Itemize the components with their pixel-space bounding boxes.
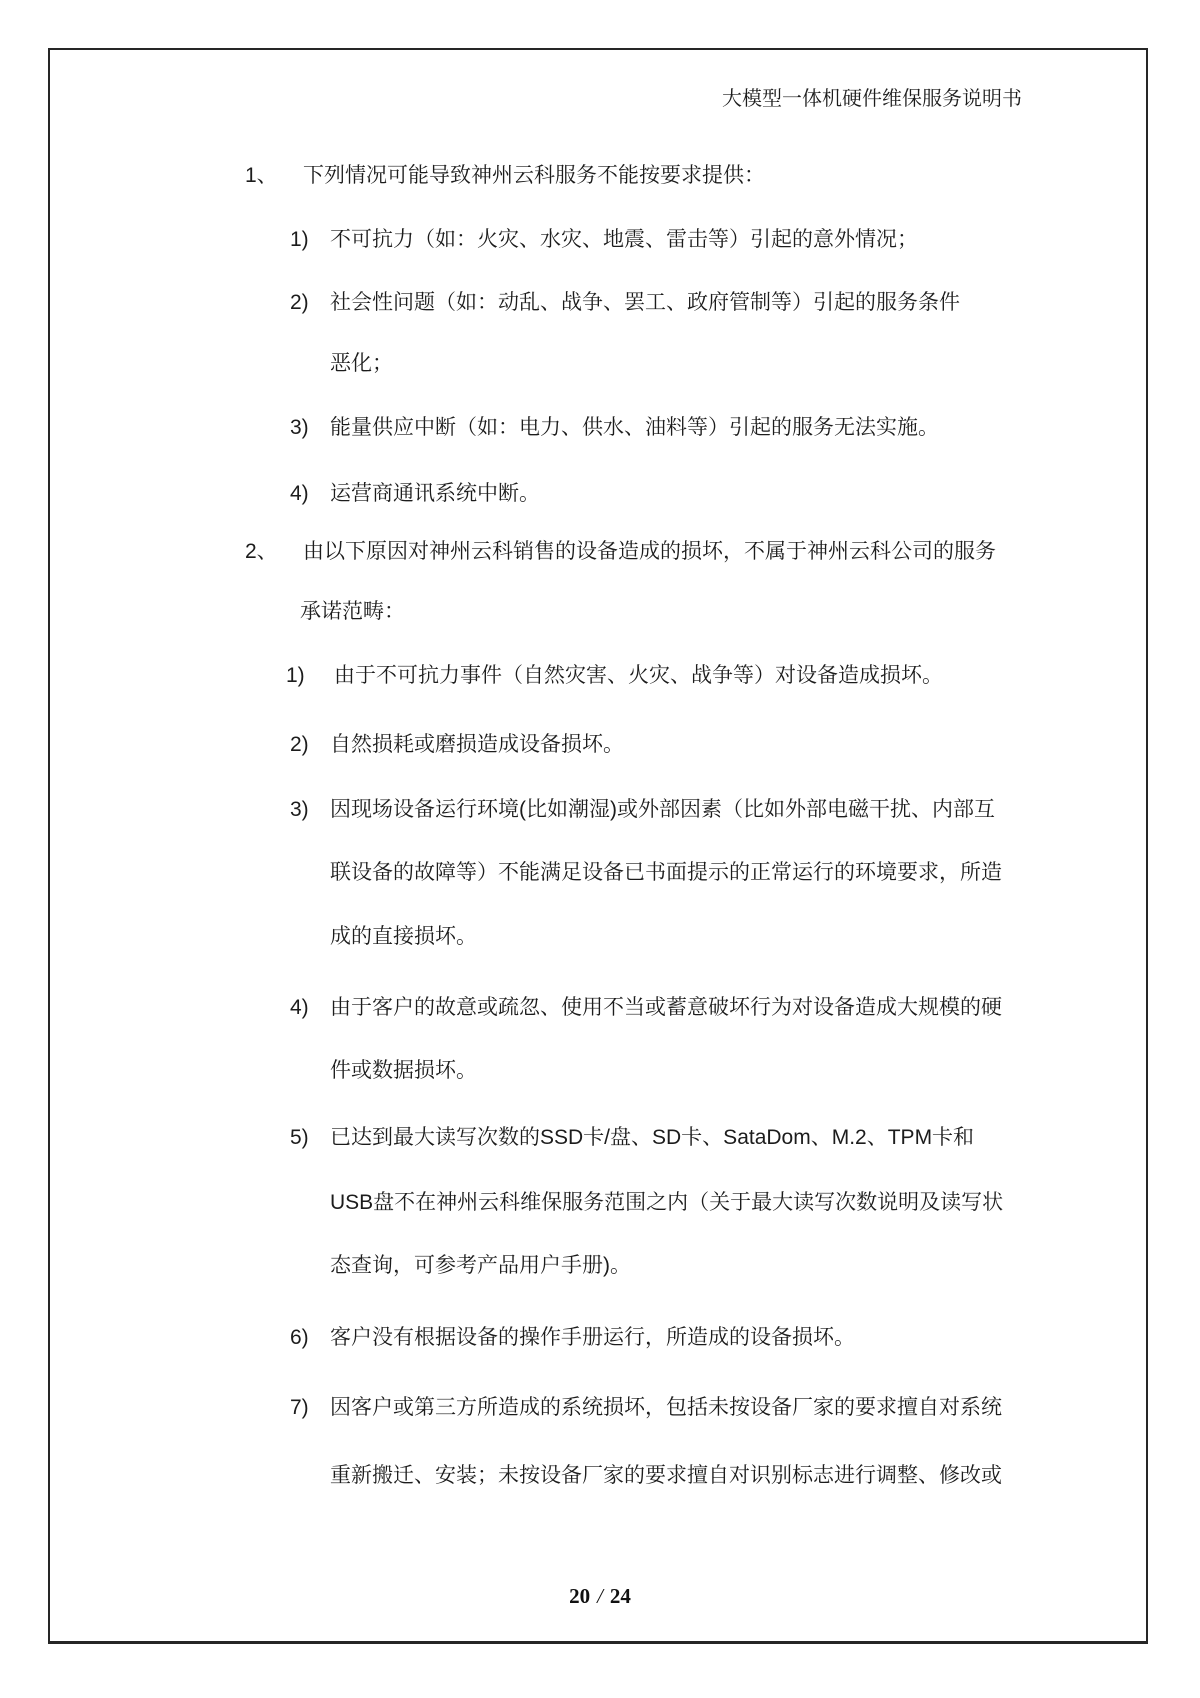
line-text: 自然损耗或磨损造成设备损坏。 [330, 733, 624, 756]
line-text: 成的直接损坏。 [330, 925, 477, 948]
document-line [0, 1376, 1200, 1440]
line-text: USB盘不在神州云科维保服务范围之内（关于最大读写次数说明及读写状 [330, 1191, 1004, 1214]
document-line [0, 332, 1200, 396]
line-text: 下列情况可能导致神州云科服务不能按要求提供： [303, 164, 765, 187]
page-number-current: 20 [569, 1584, 591, 1608]
line-text: 不可抗力（如：火灾、水灾、地震、雷击等）引起的意外情况； [330, 228, 918, 251]
document-line [0, 271, 1200, 335]
list-number: 3) [290, 416, 309, 439]
line-text: 件或数据损坏。 [330, 1059, 477, 1082]
document-line [0, 713, 1200, 777]
line-text: 因现场设备运行环境(比如潮湿)或外部因素（比如外部电磁干扰、内部互 [330, 798, 995, 821]
list-number: 2) [290, 291, 309, 314]
list-number: 1) [286, 664, 305, 687]
document-line [0, 1039, 1200, 1103]
document-line [0, 1444, 1200, 1508]
document-line [0, 1234, 1200, 1298]
line-text: 由于客户的故意或疏忽、使用不当或蓄意破坏行为对设备造成大规模的硬 [330, 996, 1002, 1019]
line-text: 联设备的故障等）不能满足设备已书面提示的正常运行的环境要求，所造 [330, 861, 1002, 884]
list-number: 4) [290, 996, 309, 1019]
list-number: 1、 [245, 164, 278, 187]
list-number: 4) [290, 482, 309, 505]
line-text: 运营商通讯系统中断。 [330, 482, 540, 505]
list-number: 2) [290, 733, 309, 756]
list-number: 7) [290, 1396, 309, 1419]
line-text: 客户没有根据设备的操作手册运行，所造成的设备损坏。 [330, 1326, 855, 1349]
list-number: 5) [290, 1126, 309, 1149]
page-number-separator: / [597, 1584, 603, 1608]
document-line [0, 144, 1200, 208]
line-text: 恶化； [330, 352, 393, 375]
line-text: 承诺范畴： [300, 600, 405, 623]
page-number-total: 24 [609, 1584, 631, 1608]
document-line [0, 462, 1200, 526]
list-number: 6) [290, 1326, 309, 1349]
line-text: 因客户或第三方所造成的系统损坏，包括未按设备厂家的要求擅自对系统 [330, 1396, 1002, 1419]
document-header-title: 大模型一体机硬件维保服务说明书 [722, 88, 1022, 110]
document-line [0, 580, 1200, 644]
line-text: 态查询，可参考产品用户手册)。 [330, 1254, 631, 1277]
line-text: 能量供应中断（如：电力、供水、油料等）引起的服务无法实施。 [330, 416, 939, 439]
list-number: 2、 [245, 540, 278, 563]
document-line [0, 644, 1200, 708]
document-line [0, 396, 1200, 460]
line-text: 社会性问题（如：动乱、战争、罢工、政府管制等）引起的服务条件 [330, 291, 960, 314]
line-text: 由于不可抗力事件（自然灾害、火灾、战争等）对设备造成损坏。 [334, 664, 943, 687]
document-line [0, 1306, 1200, 1370]
document-line [0, 208, 1200, 272]
line-text: 已达到最大读写次数的SSD卡/盘、SD卡、SataDom、M.2、TPM卡和 [330, 1126, 975, 1149]
page-number-footer [0, 1584, 1200, 1609]
document-line [0, 778, 1200, 842]
document-line [0, 520, 1200, 584]
document-line [0, 841, 1200, 905]
list-number: 1) [290, 228, 309, 251]
document-line [0, 976, 1200, 1040]
list-number: 3) [290, 798, 309, 821]
line-text: 重新搬迁、安装；未按设备厂家的要求擅自对识别标志进行调整、修改或 [330, 1464, 1002, 1487]
document-line [0, 1106, 1200, 1170]
document-line [0, 905, 1200, 969]
document-line [0, 1171, 1200, 1235]
line-text: 由以下原因对神州云科销售的设备造成的损坏，不属于神州云科公司的服务 [303, 540, 996, 563]
